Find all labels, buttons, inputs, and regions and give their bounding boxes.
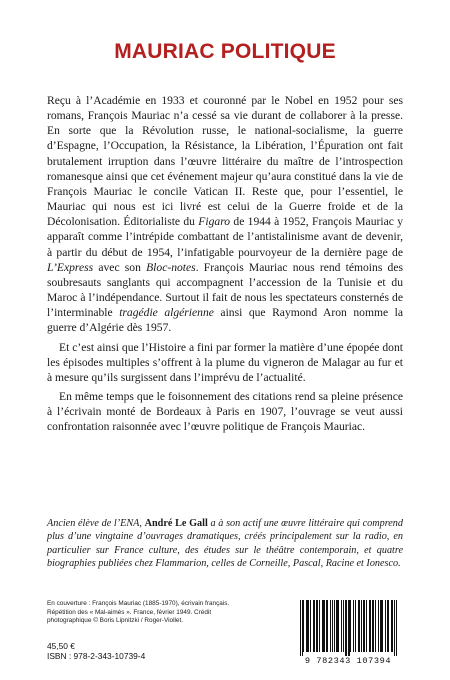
barcode-bar xyxy=(369,600,370,652)
barcode-bar xyxy=(313,600,314,652)
barcode-bar xyxy=(317,600,318,652)
barcode-bar xyxy=(394,600,395,656)
blurb-paragraph-3 xyxy=(47,389,403,434)
barcode-digits: 9 782343 107394 xyxy=(304,656,392,666)
cover-credit: En couverture : François Mauriac (1885-1970), écrivain français. Répétition des « Mal-aimés ». France, février 1949. Crédit photographique © Boris Lipnitzki / Roger-Viollet. xyxy=(47,600,230,625)
barcode-bar xyxy=(302,600,303,656)
barcode-bar xyxy=(391,600,392,652)
barcode-bar xyxy=(381,600,382,652)
barcode-bar xyxy=(370,600,371,652)
italic-title: Figaro xyxy=(198,215,231,229)
barcode-bar xyxy=(396,600,397,656)
barcode-bar xyxy=(341,600,342,652)
barcode-bar xyxy=(314,600,315,652)
text-run: Et c’est ainsi que l’Histoire a fini par former la matière d’une épopée dont les épisodes multiples s’offrent à la plume du vigneron de Malagar au fur et à mesure qu’ils surgissent dans l’imprévu de l’actualité. xyxy=(47,340,403,384)
author-bio xyxy=(47,517,403,571)
barcode-bar xyxy=(361,600,362,652)
barcode-bar xyxy=(307,600,308,652)
text-run: . François Mauriac nous rend témoins des soubresauts sanglants qui accompagnent l’accession de la Tunisie et du Maroc à l’indépendance. Surtout il fait de nous les spectateurs consternés de l’interminable xyxy=(47,260,403,320)
barcode-bar xyxy=(306,600,307,652)
text-run: En même temps que le foisonnement des citations rend sa pleine présence à l’écrivain monté de Bordeaux à Paris en 1907, l’ouvrage se veut aussi confrontation raisonnée avec l’œuvre politique de François Mauriac. xyxy=(47,389,403,434)
barcode-bar xyxy=(353,600,354,652)
barcode-bar xyxy=(334,600,335,652)
barcode-bar xyxy=(364,600,365,652)
isbn: ISBN : 978-2-343-10739-4 xyxy=(47,651,146,661)
barcode-bar xyxy=(350,600,351,652)
barcode-bar xyxy=(322,600,323,652)
barcode-bar xyxy=(385,600,386,652)
barcode-bar xyxy=(326,600,327,652)
barcode-bar xyxy=(348,600,349,656)
barcode-bar xyxy=(323,600,324,652)
barcode-bar xyxy=(392,600,393,652)
barcode-bar xyxy=(338,600,339,652)
barcode-bar xyxy=(355,600,356,652)
barcode-bar xyxy=(327,600,328,652)
barcode-bar xyxy=(373,600,374,652)
barcode-bar xyxy=(300,600,301,656)
barcode-bar xyxy=(324,600,325,652)
bio-text: a à son actif une œuvre littéraire qui comprend plus d’une vingtaine d’ouvrages dramatiques, créés principalement sur la radio, en particulier sur France culture, des études sur le théâtre contemporain, et quatre biographies publiées chez Flammarion, celles de Corneille, Pascal, Racine et Ionesco. xyxy=(47,518,403,570)
barcode-bar xyxy=(388,600,389,652)
italic-title: L’Express xyxy=(47,260,94,274)
barcode-bar xyxy=(346,600,347,656)
barcode-bar xyxy=(382,600,383,652)
barcode-bar xyxy=(358,600,359,652)
barcode-bar xyxy=(349,600,350,656)
barcode-bar xyxy=(366,600,367,652)
barcode-bar xyxy=(363,600,364,652)
blurb xyxy=(47,93,403,438)
barcode-bar xyxy=(337,600,338,652)
barcode-bar xyxy=(330,600,331,652)
barcode-bar xyxy=(303,600,304,652)
barcode-bar xyxy=(378,600,379,652)
barcode-bar xyxy=(316,600,317,652)
price: 45,50 € xyxy=(47,641,75,651)
barcode-bar xyxy=(319,600,320,652)
blurb-paragraph-2 xyxy=(47,340,403,385)
barcode-bar xyxy=(380,600,381,652)
text-run: avec son xyxy=(93,260,147,274)
barcode-bar xyxy=(359,600,360,652)
barcode-bar xyxy=(308,600,309,652)
barcode-bar xyxy=(387,600,388,652)
barcode-bar xyxy=(343,600,344,652)
barcode-bar xyxy=(332,600,333,652)
book-title: MAURIAC POLITIQUE xyxy=(114,40,336,63)
barcode-bar xyxy=(372,600,373,652)
barcode-bar xyxy=(310,600,311,652)
text-run: Reçu à l’Académie en 1933 et couronné par le Nobel en 1952 pour ses romans, François Mauriac n’a cessé sa vie durant de collaborer à la presse. En sorte que la Révolution russe, le national-socialisme, la guerre d’Espagne, l’Occupation, la Résistance, la Libération, l’Épuration ont fait brutalement irruption dans l’œuvre littéraire du maître de l’introspection romanesque ainsi que cet événement majeur qu’aura constitué dans la vie de François Mauriac le concile Vatican II. Reste que, pour l’essentiel, le Mauriac qui nous est ici livré est celui de la Guerre froide et de la Décolonisation. Éditorialiste du xyxy=(47,94,403,229)
italic-title: tragédie algérienne xyxy=(119,306,214,320)
bio-intro: Ancien élève de l’ENA, xyxy=(47,518,145,529)
text-run: ainsi que Raymond Aron nomme la guerre d’Algérie dès 1957. xyxy=(47,306,403,335)
barcode-bar xyxy=(375,600,376,652)
blurb-paragraph-1 xyxy=(47,93,403,336)
italic-title: Bloc-notes xyxy=(146,260,196,274)
text-run: de 1944 à 1952, François Mauriac y apparaît comme l’intrépide combattant de l’antistalinisme avant de devenir, à partir du début de 1954, l’infatigable pourvoyeur de la dernière page de xyxy=(47,215,403,259)
barcode-bars xyxy=(292,598,404,656)
barcode xyxy=(292,598,404,670)
author-name: André Le Gall xyxy=(144,518,208,529)
barcode-bar xyxy=(336,600,337,652)
barcode-bar xyxy=(345,600,346,656)
